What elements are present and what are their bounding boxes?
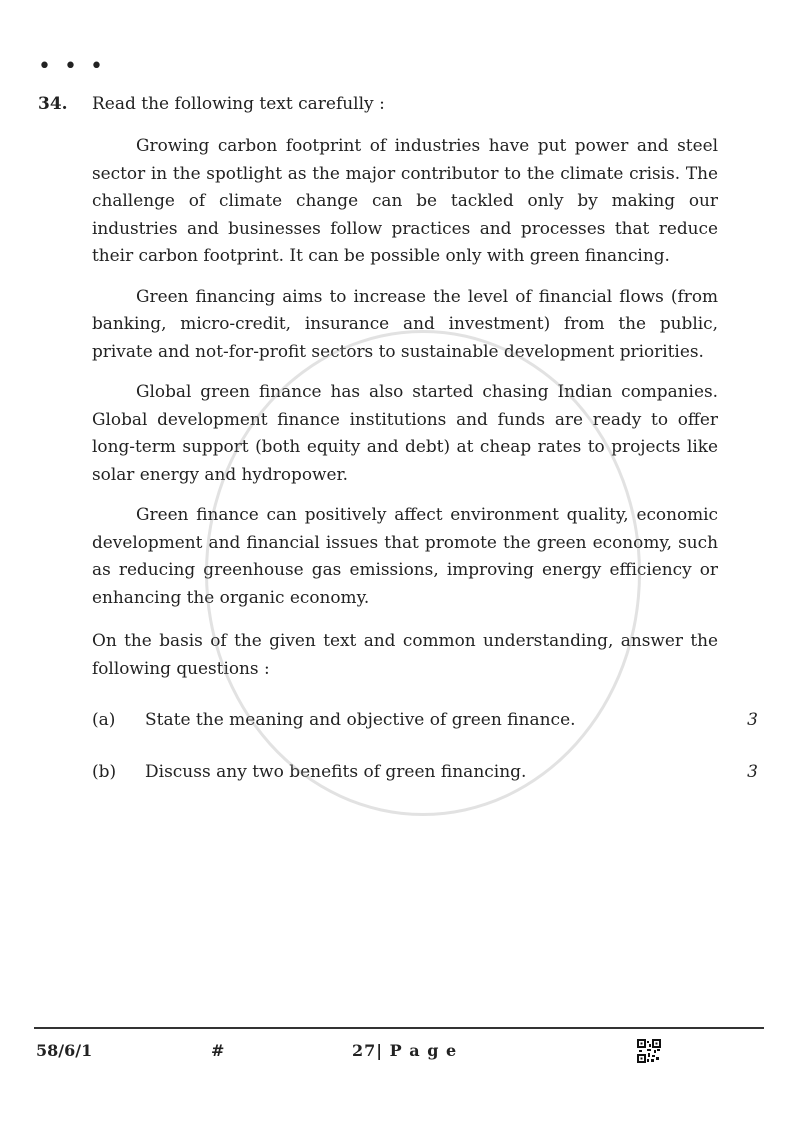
paper-code: 58/6/1	[36, 1041, 93, 1060]
question-number: 34.	[38, 94, 68, 114]
question-intro: Read the following text carefully :	[92, 94, 385, 114]
page-number: 27| P a g e	[352, 1041, 458, 1060]
subquestion-marks: 3	[747, 710, 758, 730]
passage-paragraph: Growing carbon footprint of industries have put power and steel sector in the spotlight as the major contributor to the climate crisis. The challenge of climate change can be tackled only by making our industries and businesses follow practices and processes that reduce their carbon footprint. It can be possible only with green financing.	[92, 135, 718, 265]
continuation-dots: • • •	[38, 54, 106, 79]
passage	[92, 132, 718, 624]
passage-paragraph: Global green finance has also started chasing Indian companies. Global development finance institutions and funds are ready to offer long-term support (both equity and debt) at cheap rates to projects like solar energy and hydropower.	[92, 381, 718, 484]
subquestion-label: (b)	[92, 762, 117, 782]
footer-hash: #	[211, 1041, 225, 1060]
question-instruction: On the basis of the given text and common understanding, answer the following questions :	[92, 630, 718, 678]
qr-code-icon	[637, 1039, 661, 1063]
passage-paragraph: Green financing aims to increase the level of financial flows (from banking, micro-credit, insurance and investment) from the public, private and not-for-profit sectors to sustainable development priorities.	[92, 285, 718, 361]
subquestion-label: (a)	[92, 710, 116, 730]
subquestion-marks: 3	[747, 762, 758, 782]
subquestion-text: Discuss any two benefits of green financing.	[145, 762, 527, 782]
footer-divider	[34, 1027, 764, 1029]
passage-paragraph: Green finance can positively affect environment quality, economic development and financial issues that promote the green economy, such as reducing greenhouse gas emissions, improving energy efficiency or enhancing the organic economy.	[92, 504, 718, 607]
subquestion-text: State the meaning and objective of green finance.	[145, 710, 576, 730]
